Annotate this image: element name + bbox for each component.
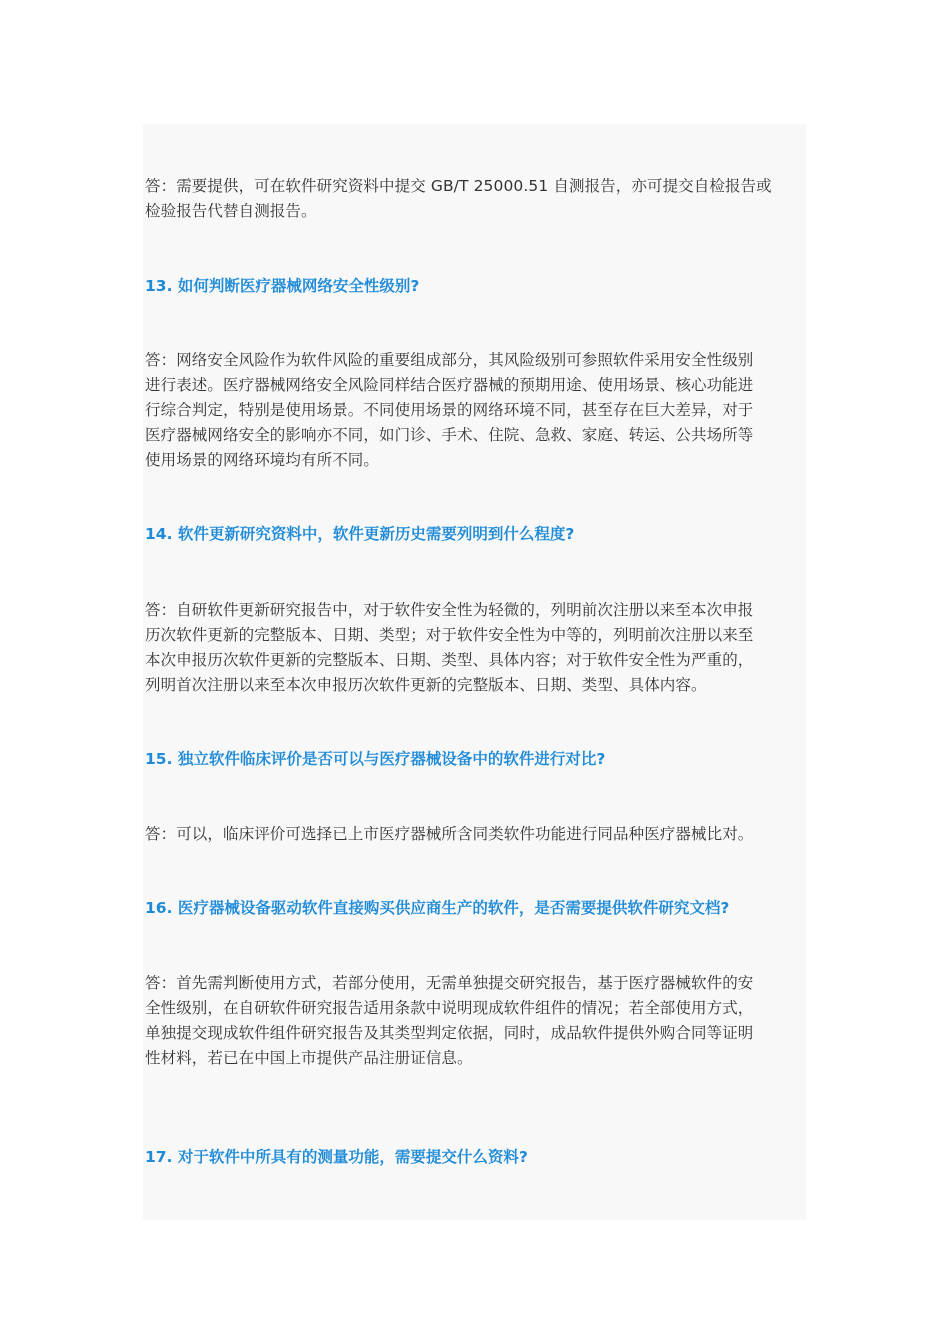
question-heading <box>145 274 805 299</box>
text-line: 性材料，若已在中国上市提供产品注册证信息。 <box>145 1049 473 1067</box>
text-line: 检验报告代替自测报告。 <box>145 202 317 220</box>
text-line: 14. 软件更新研究资料中，软件更新历史需要列明到什么程度? <box>145 525 575 543</box>
answer-paragraph <box>145 598 805 698</box>
text-line: 答：首先需判断使用方式，若部分使用，无需单独提交研究报告，基于医疗器械软件的安 <box>145 974 754 992</box>
text-line: 历次软件更新的完整版本、日期、类型；对于软件安全性为中等的，列明前次注册以来至 <box>145 626 754 644</box>
text-line: 答：自研软件更新研究报告中，对于软件安全性为轻微的，列明前次注册以来至本次申报 <box>145 601 754 619</box>
text-line: 本次申报历次软件更新的完整版本、日期、类型、具体内容；对于软件安全性为严重的， <box>145 651 754 669</box>
text-line: 列明首次注册以来至本次申报历次软件更新的完整版本、日期、类型、具体内容。 <box>145 676 707 694</box>
answer-paragraph <box>145 971 805 1071</box>
question-heading <box>145 522 805 547</box>
question-heading <box>145 1145 805 1170</box>
question-heading <box>145 896 805 921</box>
text-line: 全性级别，在自研软件研究报告适用条款中说明现成软件组件的情况；若全部使用方式， <box>145 999 754 1017</box>
text-line: 17. 对于软件中所具有的测量功能，需要提交什么资料? <box>145 1148 528 1166</box>
text-line: 13. 如何判断医疗器械网络安全性级别? <box>145 277 420 295</box>
text-line: 医疗器械网络安全的影响亦不同，如门诊、手术、住院、急救、家庭、转运、公共场所等 <box>145 426 754 444</box>
text-line: 16. 医疗器械设备驱动软件直接购买供应商生产的软件，是否需要提供软件研究文档? <box>145 899 730 917</box>
text-line: 15. 独立软件临床评价是否可以与医疗器械设备中的软件进行对比? <box>145 750 606 768</box>
text-line: 答：需要提供，可在软件研究资料中提交 GB/T 25000.51 自测报告，亦可提交自检报告或 <box>145 177 772 195</box>
text-line: 答：可以，临床评价可选择已上市医疗器械所含同类软件功能进行同品种医疗器械比对。 <box>145 825 754 843</box>
text-line: 答：网络安全风险作为软件风险的重要组成部分，其风险级别可参照软件采用安全性级别 <box>145 351 754 369</box>
text-line: 进行表述。医疗器械网络安全风险同样结合医疗器械的预期用途、使用场景、核心功能进 <box>145 376 754 394</box>
text-line: 行综合判定，特别是使用场景。不同使用场景的网络环境不同，甚至存在巨大差异，对于 <box>145 401 754 419</box>
answer-paragraph <box>145 822 805 847</box>
answer-paragraph <box>145 348 805 473</box>
text-line: 使用场景的网络环境均有所不同。 <box>145 451 380 469</box>
text-line: 单独提交现成软件组件研究报告及其类型判定依据，同时，成品软件提供外购合同等证明 <box>145 1024 754 1042</box>
question-heading <box>145 747 805 772</box>
answer-paragraph <box>145 174 805 224</box>
